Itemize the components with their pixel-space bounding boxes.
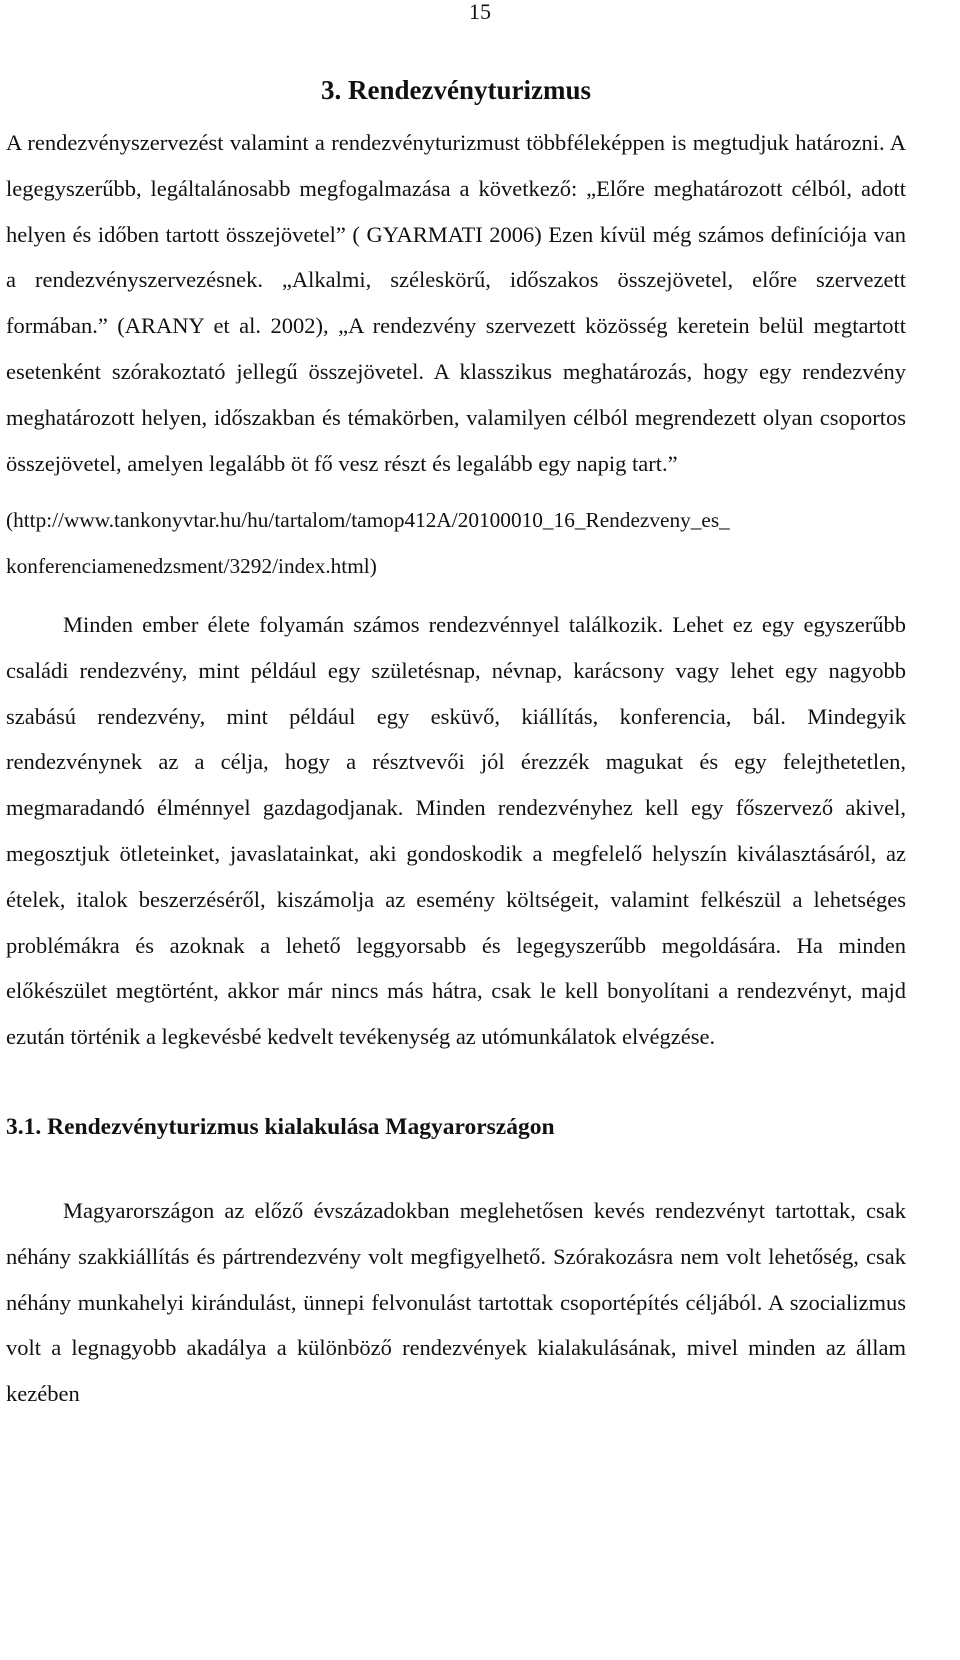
intro-paragraph: A rendezvényszervezést valamint a rendezvényturizmust többféleképpen is megtudjuk határozni. A legegyszerűbb, legáltalánosabb megfogalmazása a következő: „Előre meghatározott célból, adott helyen és időben tartott összejövetel” ( GYARMATI 2006) Ezen kívül még számos definíciója van a rendezvényszervezésnek. „Alkalmi, széleskörű, időszakos összejövetel, előre szervezett formában.” (ARANY et al. 2002), „A rendezvény szervezett közösség keretein belül megtartott esetenként szórakoztató jellegű összejövetel. A klasszikus meghatározás, hogy egy rendezvény meghatározott helyen, időszakban és témakörben, valamilyen célból megrendezett olyan csoportos összejövetel, amelyen legalább öt fő vesz részt és legalább egy napig tart.” [6,130,906,476]
section-paragraph: Magyarországon az előző évszázadokban meglehetősen kevés rendezvényt tartottak, csak néhány szakkiállítás és pártrendezvény volt megfigyelhető. Szórakozásra nem volt lehetőség, csak néhány munkahelyi kirándulást, ünnepi felvonulást tartottak csoportépítés céljából. A szocializmus volt a legnagyobb akadálya a különböző rendezvények kialakulásának, mivel minden az állam kezében [6,1197,906,1407]
second-paragraph: Minden ember élete folyamán számos rendezvénnyel találkozik. Lehet ez egy egyszerűbb családi rendezvény, mint például egy születésnap, névnap, karácsony vagy lehet egy nagyobb szabású rendezvény, mint például egy esküvő, kiállítás, konferencia, bál. Mindegyik rendezvénynek az a célja, hogy a résztvevői jól érezzék magukat és egy felejthetetlen, megmaradandó élménnyel gazdagodjanak. Minden rendezvényhez kell egy főszervező akivel, megosztjuk ötleteinket, javaslatainkat, aki gondoskodik a megfelelő helyszín kiválasztásáról, az ételek, italok beszerzéséről, kiszámolja az esemény költségeit, valamint felkészül a lehetséges problémákra és azoknak a lehető leggyorsabb és legegyszerűbb megoldására. Ha minden előkészület megtörtént, akkor már nincs más hátra, csak le kell bonyolítani a rendezvényt, majd ezután történik a legkevésbé kedvelt tevékenység az utómunkálatok elvégzése. [6,611,906,1050]
page-content [6,70,906,1417]
chapter-title: 3. Rendezvényturizmus [321,75,591,105]
section-title: 3.1. Rendezvényturizmus kialakulása Magyarországon [6,1113,555,1140]
reference-line-2: konferenciamenedzsment/3292/index.html) [6,554,377,579]
reference-line-1: (http://www.tankonyvtar.hu/hu/tartalom/tamop412A/20100010_16_Rendezveny_es_ [6,508,730,533]
page-number: 15 [469,0,491,24]
reference-url [6,498,906,590]
